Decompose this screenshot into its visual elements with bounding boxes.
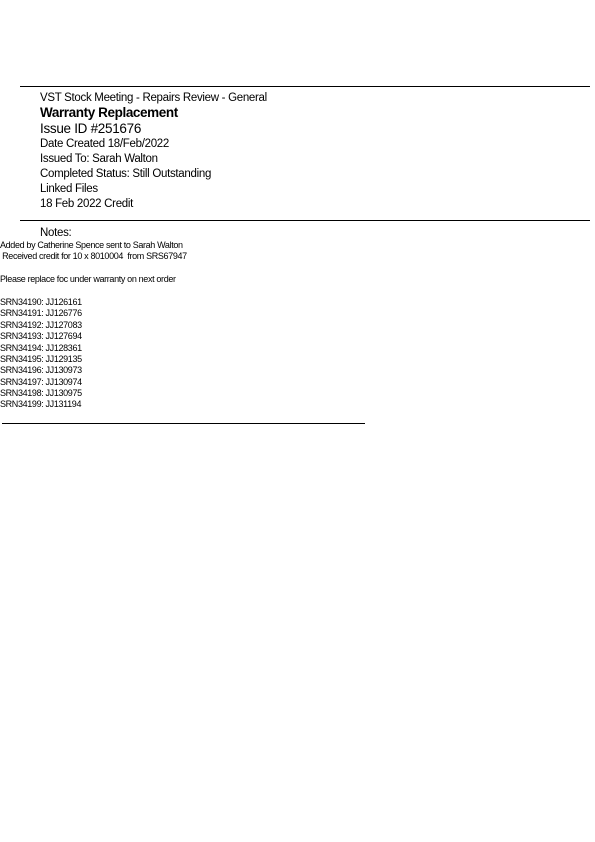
notes-received: Received credit for 10 x 8010004 from SRS67947 <box>0 251 187 262</box>
completed-status: Completed Status: Still Outstanding <box>40 168 212 180</box>
linked-files-label: Linked Files <box>40 183 98 195</box>
linked-file-link[interactable]: 18 Feb 2022 Credit <box>40 198 134 210</box>
bottom-divider <box>2 423 365 424</box>
serial-item: SRN34195: JJ129135 <box>0 353 82 364</box>
serial-item: SRN34191: JJ126776 <box>0 308 82 319</box>
date-created: Date Created 18/Feb/2022 <box>40 138 169 150</box>
notes-instruction: Please replace foc under warranty on next order <box>0 274 176 285</box>
serial-item: SRN34199: JJ131194 <box>0 399 82 410</box>
page-title: Warranty Replacement <box>40 105 178 120</box>
serial-item: SRN34192: JJ127083 <box>0 319 82 330</box>
issue-header <box>40 91 580 212</box>
serial-item: SRN34190: JJ126161 <box>0 296 82 307</box>
issued-to: Issued To: Sarah Walton <box>40 153 158 165</box>
serial-item: SRN34196: JJ130973 <box>0 365 82 376</box>
serial-item: SRN34197: JJ130974 <box>0 376 82 387</box>
notes-body <box>0 240 595 411</box>
notes-added-by: Added by Catherine Spence sent to Sarah Walton <box>0 240 183 250</box>
issue-id: Issue ID #251676 <box>40 121 142 136</box>
serial-item: SRN34193: JJ127694 <box>0 331 82 342</box>
serial-item: SRN34194: JJ128361 <box>0 342 82 353</box>
meeting-name: VST Stock Meeting - Repairs Review - General <box>40 92 267 104</box>
top-divider <box>20 86 590 87</box>
notes-label: Notes: <box>40 227 72 239</box>
serial-item: SRN34198: JJ130975 <box>0 388 82 399</box>
section-divider <box>20 220 590 221</box>
notes-blank-line <box>0 263 595 274</box>
serial-list <box>0 297 595 411</box>
